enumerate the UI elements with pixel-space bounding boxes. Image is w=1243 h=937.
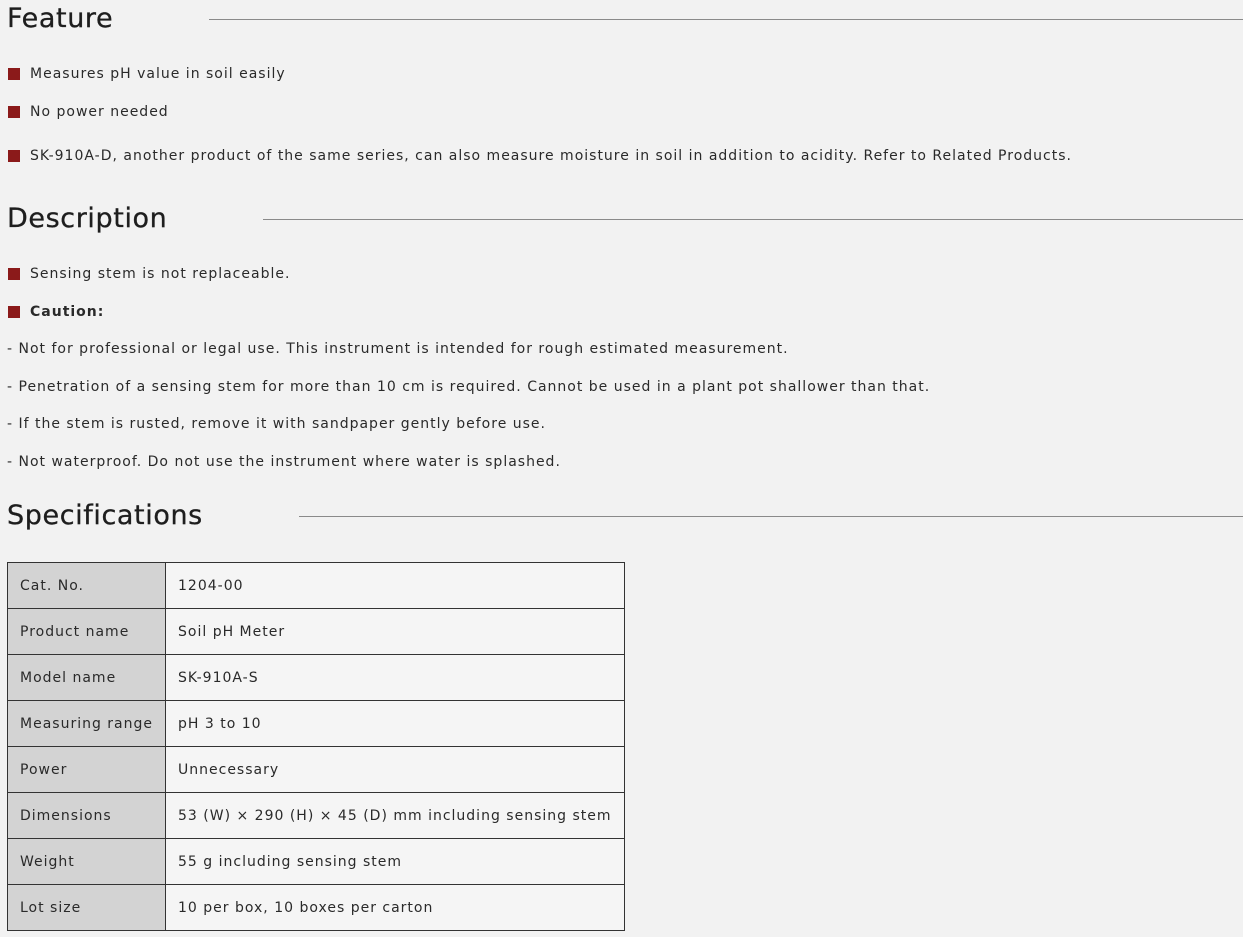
table-row (8, 747, 625, 793)
feature-item-text: No power needed (30, 104, 169, 120)
spec-value: Soil pH Meter (166, 609, 624, 655)
caution-line: - If the stem is rusted, remove it with sandpaper gently before use. (7, 416, 546, 432)
bullet-square-icon (8, 68, 20, 80)
description-title: Description (7, 203, 168, 234)
spec-label: Power (8, 747, 166, 793)
description-divider (263, 219, 1243, 220)
table-row (8, 563, 625, 609)
caution-label: Caution: (30, 304, 105, 320)
feature-item-text: Measures pH value in soil easily (30, 66, 286, 82)
spec-value: SK-910A-S (166, 655, 624, 701)
spec-value: 10 per box, 10 boxes per carton (166, 885, 624, 931)
table-row (8, 885, 625, 931)
specifications-table (7, 562, 625, 931)
feature-item (8, 104, 169, 120)
spec-label: Product name (8, 609, 166, 655)
feature-section-header (7, 2, 1243, 36)
bullet-square-icon (8, 106, 20, 118)
spec-value: pH 3 to 10 (166, 701, 624, 747)
description-item-text: Sensing stem is not replaceable. (30, 266, 291, 282)
table-row (8, 793, 625, 839)
caution-line: - Penetration of a sensing stem for more than 10 cm is required. Cannot be used in a plant pot shallower than that. (7, 379, 931, 395)
description-item (8, 266, 290, 282)
table-row (8, 609, 625, 655)
spec-value: Unnecessary (166, 747, 624, 793)
spec-value: 55 g including sensing stem (166, 839, 624, 885)
spec-label: Cat. No. (8, 563, 166, 609)
feature-item (8, 66, 286, 82)
bullet-square-icon (8, 268, 20, 280)
spec-label: Measuring range (8, 701, 166, 747)
caution-heading (8, 304, 104, 320)
feature-divider (209, 19, 1243, 20)
spec-label: Lot size (8, 885, 166, 931)
caution-line: - Not for professional or legal use. This instrument is intended for rough estimated measurement. (7, 341, 789, 357)
bullet-square-icon (8, 306, 20, 318)
table-row (8, 701, 625, 747)
feature-item (8, 148, 1072, 164)
feature-title: Feature (7, 3, 114, 34)
spec-value: 53 (W) × 290 (H) × 45 (D) mm including sensing stem (166, 793, 624, 839)
bullet-square-icon (8, 150, 20, 162)
description-section-header (7, 202, 1243, 236)
specifications-divider (299, 516, 1243, 517)
spec-label: Dimensions (8, 793, 166, 839)
specifications-section-header (7, 499, 1243, 533)
specifications-title: Specifications (7, 500, 203, 531)
feature-item-text: SK-910A-D, another product of the same series, can also measure moisture in soil in addition to acidity. Refer to Related Products. (30, 148, 1072, 164)
table-row (8, 839, 625, 885)
spec-value: 1204-00 (166, 563, 624, 609)
spec-label: Weight (8, 839, 166, 885)
caution-line: - Not waterproof. Do not use the instrument where water is splashed. (7, 454, 561, 470)
table-row (8, 655, 625, 701)
spec-label: Model name (8, 655, 166, 701)
